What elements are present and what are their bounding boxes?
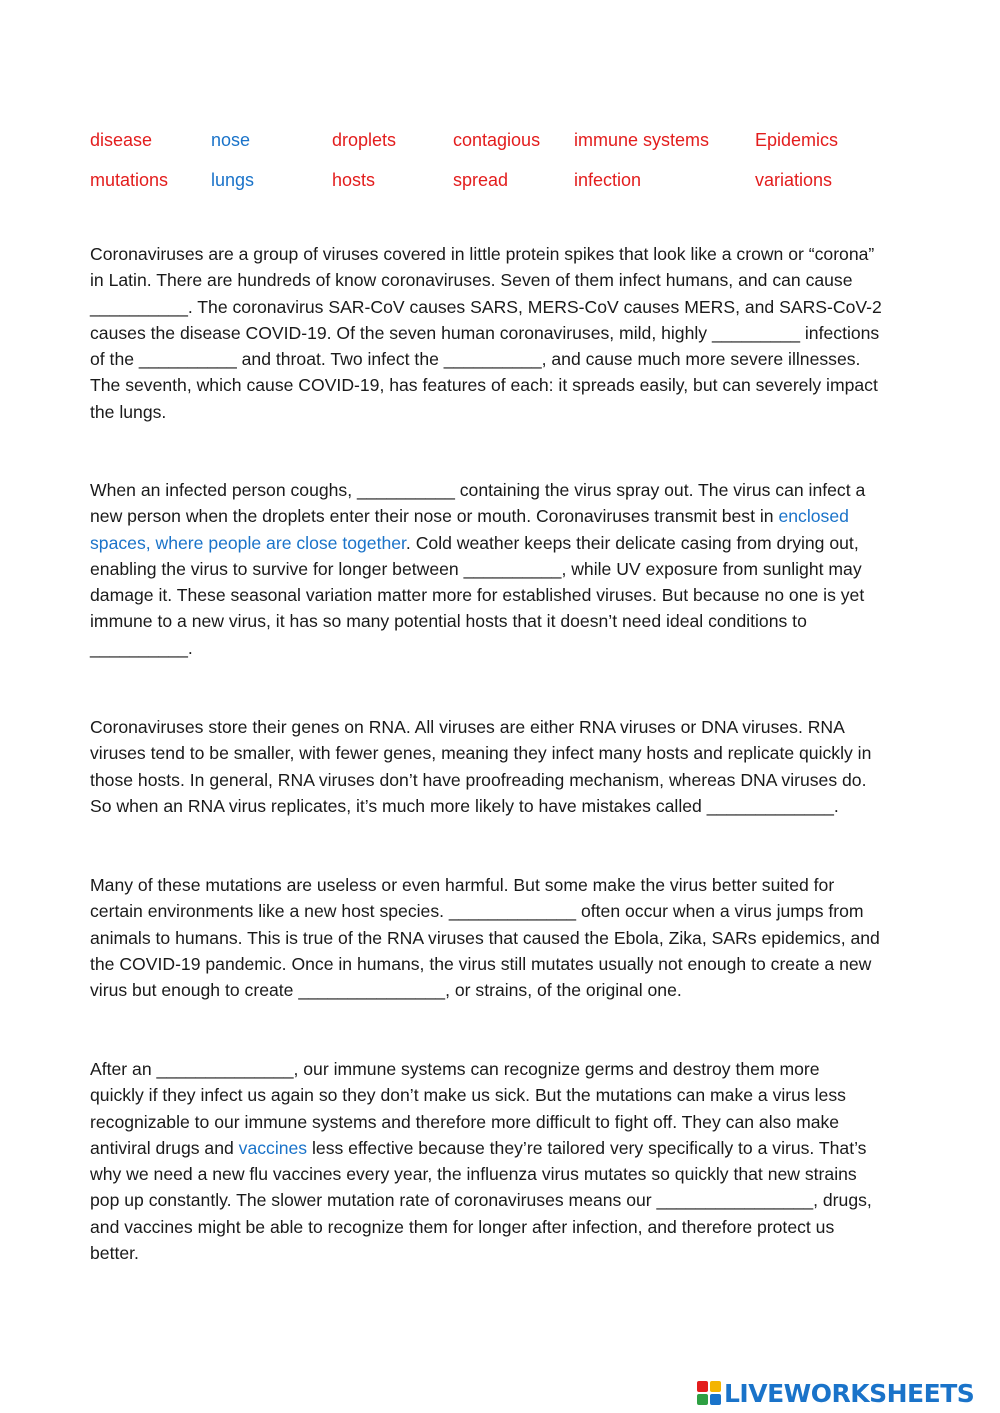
paragraph-line: immune to a new virus, it has so many potential hosts that it doesn’t need ideal conditions to [90, 611, 807, 632]
word-bank-item[interactable]: mutations [90, 169, 169, 190]
word-bank-item[interactable]: droplets [332, 129, 397, 150]
paragraph-2 [90, 477, 910, 661]
word-bank [90, 120, 910, 200]
paragraph-line [90, 530, 910, 556]
paragraph-line: better. [90, 1243, 139, 1264]
paragraph-line: virus but enough to create _______________, or strains, of the original one. [90, 980, 682, 1001]
paragraph-line: and vaccines might be able to recognize them for longer after infection, and therefore protect us [90, 1216, 835, 1237]
logo-square [710, 1394, 721, 1405]
word-bank-item[interactable]: variations [755, 169, 833, 190]
paragraph-line: the COVID-19 pandemic. Once in humans, the virus still mutates usually not enough to create a new [90, 953, 872, 974]
paragraph-line: quickly if they infect us again so they don’t make us sick. But the mutations can make a virus less [90, 1085, 846, 1106]
word-bank-item[interactable]: nose [211, 129, 251, 150]
paragraph-text: less effective because they’re tailored very specifically to a virus. That’s [307, 1137, 867, 1158]
word-bank-row-1 [90, 120, 910, 160]
paragraph-line: in Latin. There are hundreds of know coronaviruses. Seven of them infect humans, and can cause [90, 270, 853, 291]
word-bank-row-2 [90, 160, 910, 200]
paragraph-line: damage it. These seasonal variation matter more for established viruses. But because no one is yet [90, 585, 865, 606]
paragraph-text: antiviral drugs and [90, 1137, 239, 1158]
word-bank-item[interactable]: lungs [211, 169, 255, 190]
paragraph-1 [90, 241, 910, 425]
vaccines-link[interactable]: vaccines [238, 1137, 308, 1158]
paragraph-line: recognizable to our immune systems and therefore more difficult to fight off. They can also make [90, 1111, 840, 1132]
paragraph-line: __________. The coronavirus SAR-CoV causes SARS, MERS-CoV causes MERS, and SARS-CoV-2 [90, 296, 882, 317]
word-bank-item[interactable]: immune systems [574, 129, 710, 150]
paragraph-line: the lungs. [90, 401, 167, 422]
logo-square [697, 1394, 708, 1405]
liveworksheets-logo[interactable] [697, 1378, 974, 1408]
paragraph-line: of the __________ and throat. Two infect the __________, and cause much more severe illnesses. [90, 349, 861, 370]
paragraph-5 [90, 1056, 910, 1266]
paragraph-4 [90, 872, 910, 1003]
logo-square [710, 1381, 721, 1392]
paragraph-text: . Cold weather keeps their delicate casing from drying out, [405, 532, 859, 553]
word-bank-item[interactable]: spread [453, 169, 509, 190]
paragraph-line: __________. [90, 637, 193, 658]
paragraph-line: pop up constantly. The slower mutation rate of coronaviruses means our ________________, drugs, [90, 1190, 872, 1211]
paragraph-line: viruses tend to be smaller, with fewer genes, meaning they infect many hosts and replicate quickly in [90, 743, 872, 764]
word-bank-item[interactable]: Epidemics [755, 129, 839, 150]
paragraph-line: enabling the virus to survive for longer between __________, while UV exposure from sunlight may [90, 558, 862, 579]
paragraph-line: Coronaviruses store their genes on RNA. All viruses are either RNA viruses or DNA viruses. RNA [90, 717, 845, 737]
paragraph-line: why we need a new flu vaccines every year, the influenza virus mutates so quickly that new strains [90, 1164, 857, 1185]
logo-square [697, 1381, 708, 1392]
paragraph-text: new person when the droplets enter their nose or mouth. Coronaviruses transmit best in [90, 506, 779, 527]
paragraph-line: certain environments like a new host species. _____________ often occur when a virus jumps from [90, 901, 864, 922]
enclosed-spaces-link[interactable]: enclosed [778, 506, 849, 527]
paragraph-line: After an ______________, our immune systems can recognize germs and destroy them more [90, 1059, 820, 1079]
paragraph-line: The seventh, which cause COVID-19, has features of each: it spreads easily, but can severely impact [90, 375, 878, 396]
word-bank-item[interactable]: disease [90, 129, 153, 150]
logo-text: LIVEWORKSHEETS [724, 1378, 975, 1408]
paragraph-line: animals to humans. This is true of the RNA viruses that caused the Ebola, Zika, SARs epidemics, and [90, 927, 880, 948]
paragraph-line [90, 503, 910, 529]
paragraph-line: When an infected person coughs, __________ containing the virus spray out. The virus can infect a [90, 480, 866, 500]
paragraph-3 [90, 714, 910, 819]
word-bank-item[interactable]: contagious [453, 129, 541, 150]
paragraph-line: Many of these mutations are useless or even harmful. But some make the virus better suited for [90, 875, 835, 895]
paragraph-line: those hosts. In general, RNA viruses don’t have proofreading mechanism, whereas DNA viruses do. [90, 769, 867, 790]
word-bank-item[interactable]: infection [574, 169, 642, 190]
paragraph-line: Coronaviruses are a group of viruses covered in little protein spikes that look like a crown or “corona” [90, 244, 875, 264]
paragraph-line [90, 1135, 910, 1161]
word-bank-item[interactable]: hosts [332, 169, 376, 190]
enclosed-spaces-link-cont[interactable]: spaces, where people are close together [90, 532, 406, 553]
liveworksheets-logo-icon [697, 1381, 721, 1405]
paragraph-line: causes the disease COVID-19. Of the seven human coronaviruses, mild, highly _________ infections [90, 322, 880, 343]
paragraph-line: So when an RNA virus replicates, it’s much more likely to have mistakes called _____________. [90, 795, 839, 816]
